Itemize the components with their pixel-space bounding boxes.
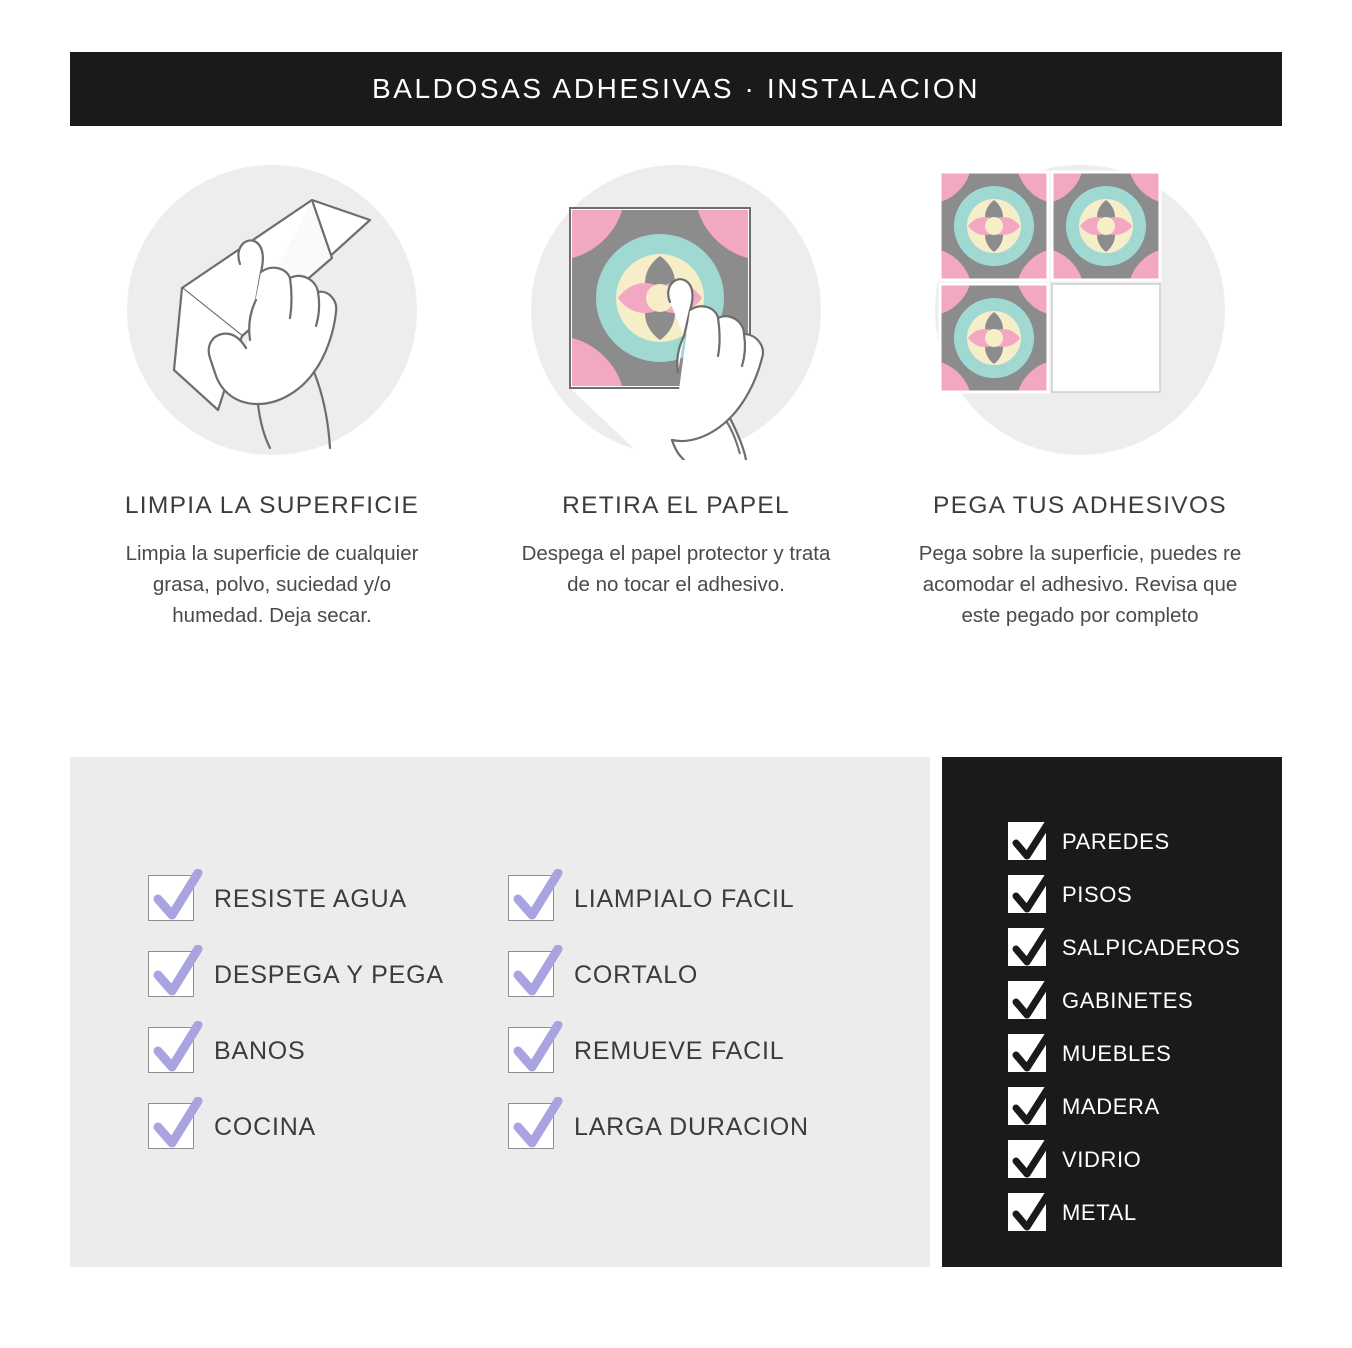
checkbox-checked-icon: [148, 1103, 196, 1151]
surface-label: GABINETES: [1062, 987, 1194, 1013]
checkbox-checked-icon: [148, 951, 196, 999]
surface-item[interactable]: [1008, 1186, 1268, 1239]
hand-peeling-tile-icon: [526, 160, 826, 460]
header-bar: [70, 52, 1282, 126]
step-2-artwork: [526, 160, 826, 460]
step-3-artwork: [930, 160, 1230, 460]
steps-row: [70, 160, 1282, 720]
tile-top-left: [940, 172, 1048, 280]
checkbox-checked-icon: [508, 875, 556, 923]
feature-item[interactable]: [148, 951, 508, 999]
step-stick-tiles: [878, 160, 1282, 720]
surface-label: PAREDES: [1062, 828, 1170, 854]
step-3-title: PEGA TUS ADHESIVOS: [933, 492, 1227, 519]
surface-label: MADERA: [1062, 1093, 1160, 1119]
checkbox-checked-icon: [148, 875, 196, 923]
checkbox-checked-icon: [1008, 1140, 1048, 1180]
surface-item[interactable]: [1008, 921, 1268, 974]
surfaces-panel: [942, 757, 1282, 1267]
tile-top-right: [1052, 172, 1160, 280]
feature-item[interactable]: [508, 951, 878, 999]
features-panel: [70, 757, 930, 1267]
surface-label: METAL: [1062, 1199, 1137, 1225]
checkbox-checked-icon: [508, 1027, 556, 1075]
feature-item[interactable]: [508, 1027, 878, 1075]
feature-item[interactable]: [508, 875, 878, 923]
checkbox-checked-icon: [508, 1103, 556, 1151]
hand-cleaning-cloth-icon: [122, 160, 422, 460]
surface-label: VIDRIO: [1062, 1146, 1142, 1172]
feature-label: CORTALO: [574, 960, 699, 989]
checkbox-checked-icon: [508, 951, 556, 999]
feature-item[interactable]: [148, 1103, 508, 1151]
surface-label: PISOS: [1062, 881, 1133, 907]
tiles-grid-icon: [930, 160, 1230, 460]
feature-label: DESPEGA Y PEGA: [214, 960, 444, 989]
feature-item[interactable]: [148, 1027, 508, 1075]
surfaces-list: [1008, 815, 1268, 1239]
tile-empty-slot: [1052, 284, 1160, 392]
step-1-description: Limpia la superficie de cualquier grasa, polvo, suciedad y/o humedad. Deja secar.: [125, 542, 419, 627]
step-2-description: Despega el papel protector y trata de no tocar el adhesivo.: [521, 542, 831, 596]
step-1-artwork: [122, 160, 422, 460]
step-2-title: RETIRA EL PAPEL: [562, 492, 790, 519]
feature-label: REMUEVE FACIL: [574, 1036, 785, 1065]
checkbox-checked-icon: [1008, 928, 1048, 968]
checkbox-checked-icon: [1008, 981, 1048, 1021]
surface-item[interactable]: [1008, 1027, 1268, 1080]
checkbox-checked-icon: [1008, 1193, 1048, 1233]
feature-label: RESISTE AGUA: [214, 884, 407, 913]
surface-item[interactable]: [1008, 1080, 1268, 1133]
step-peel-paper: [474, 160, 878, 720]
surface-label: SALPICADEROS: [1062, 934, 1241, 960]
surface-item[interactable]: [1008, 1133, 1268, 1186]
checkbox-checked-icon: [148, 1027, 196, 1075]
surface-label: MUEBLES: [1062, 1040, 1172, 1066]
features-grid: [148, 875, 938, 1151]
step-3-description: Pega sobre la superficie, puedes re acomodar el adhesivo. Revisa que este pegado por completo: [918, 542, 1242, 627]
page-title: BALDOSAS ADHESIVAS · INSTALACION: [371, 73, 981, 104]
surface-item[interactable]: [1008, 974, 1268, 1027]
feature-item[interactable]: [508, 1103, 878, 1151]
feature-label: LARGA DURACION: [574, 1112, 809, 1141]
checkbox-checked-icon: [1008, 1034, 1048, 1074]
feature-item[interactable]: [148, 875, 508, 923]
checkbox-checked-icon: [1008, 1087, 1048, 1127]
surface-item[interactable]: [1008, 815, 1268, 868]
step-clean-surface: [70, 160, 474, 720]
feature-label: COCINA: [214, 1112, 317, 1141]
feature-label: LIAMPIALO FACIL: [574, 884, 795, 913]
checkbox-checked-icon: [1008, 822, 1048, 862]
step-1-title: LIMPIA LA SUPERFICIE: [124, 492, 420, 519]
feature-label: BANOS: [214, 1036, 306, 1065]
surface-item[interactable]: [1008, 868, 1268, 921]
tile-bottom-left: [940, 284, 1048, 392]
checkbox-checked-icon: [1008, 875, 1048, 915]
